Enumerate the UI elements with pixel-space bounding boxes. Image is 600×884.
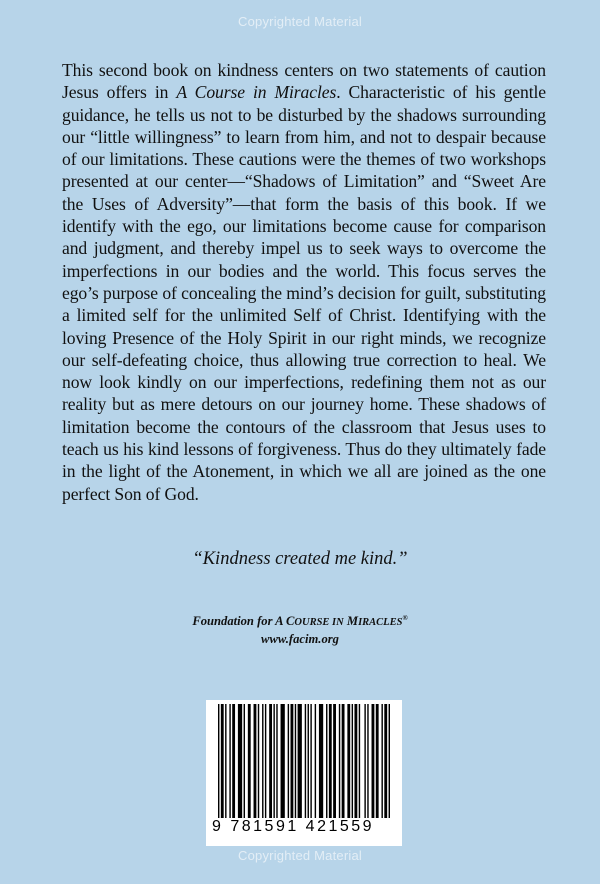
- barcode-bar: [364, 704, 365, 818]
- barcode-bar: [238, 704, 242, 818]
- barcode-bar: [262, 704, 263, 818]
- barcode-bar: [225, 704, 226, 818]
- barcode-bar: [229, 704, 230, 818]
- barcode-bar: [254, 704, 257, 818]
- publisher-website: www.facim.org: [261, 632, 339, 646]
- barcode-bar: [281, 704, 285, 818]
- barcode-bars: [218, 704, 390, 818]
- barcode-bar: [298, 704, 302, 818]
- barcode-bar: [276, 704, 277, 818]
- barcode-bar: [218, 704, 219, 818]
- barcode-bar: [221, 704, 224, 818]
- publisher-block: [0, 610, 600, 647]
- blurb-book-title: A Course in Miracles: [176, 82, 337, 103]
- barcode-bar: [232, 704, 235, 818]
- blurb-text-part2: . Characteristic of his gentle guidance, he tells us not to be disturbed by the shadows surrounding our “little willingness” to learn from him, and not to despair because of our limitations. These cautions were the themes of two workshops presented at our center—“Shadows of Limitation” and “Sweet Are the Uses of Adversity”—that form the basis of this book. If we identify with the ego, our limitations become cause for comparison and judgment, and thereby impel us to seek ways to overcome the imperfections in our bodies and the world. This focus serves the ego’s purpose of concealing the mind’s decision for guilt, substituting a limited self for the unlimited Self of Christ. Identifying with the loving Presence of the Holy Spirit in our right minds, we recognize our self-defeating choice, thus allowing true correction to heal. We now look kindly on our imperfections, redefining them not as our reality but as mere detours on our journey home. These shadows of limitation become the contours of the classroom that Jesus uses to teach us his kind lessons of forgiveness. Thus do they ultimately fade in the light of the Atonement, in which we all are joined as the one perfect Son of God.: [62, 82, 546, 504]
- barcode-bar: [367, 704, 368, 818]
- barcode-bar: [244, 704, 245, 818]
- epigraph-quote: “Kindness created me kind.”: [192, 549, 408, 569]
- isbn-number: 9 781591 421559: [212, 818, 375, 835]
- barcode-bar: [273, 704, 274, 818]
- barcode-bar: [347, 704, 350, 818]
- publisher-name-prefix: Foundation for A C: [192, 614, 295, 628]
- barcode-bar: [333, 704, 336, 818]
- barcode-bar: [389, 704, 390, 818]
- barcode-bar: [339, 704, 340, 818]
- barcode-bar: [326, 704, 327, 818]
- barcode-bar: [381, 704, 382, 818]
- registered-mark: ®: [402, 614, 408, 622]
- barcode-bar: [305, 704, 306, 818]
- barcode-bar: [248, 704, 251, 818]
- barcode-bar: [308, 704, 309, 818]
- publisher-name: [0, 610, 600, 631]
- isbn-barcode: [206, 700, 402, 846]
- barcode-bar: [359, 704, 360, 818]
- barcode-bar: [291, 704, 294, 818]
- barcode-bar: [319, 704, 323, 818]
- barcode-bar: [265, 704, 266, 818]
- back-cover-blurb: [62, 59, 546, 505]
- publisher-name-smallcaps-2: IRACLES: [358, 617, 403, 628]
- barcode-bar: [329, 704, 332, 818]
- publisher-name-smallcaps-1: OURSE IN: [294, 617, 344, 628]
- barcode-bar: [288, 704, 289, 818]
- blurb-text-part1: This second book on kindness centers on two statements of caution Jesus offers in: [62, 60, 546, 103]
- barcode-bar: [372, 704, 375, 818]
- barcode-graphic: [218, 704, 390, 818]
- copyright-watermark-bottom: Copyrighted Material: [238, 848, 362, 863]
- barcode-bar: [384, 704, 387, 818]
- barcode-bar: [342, 704, 345, 818]
- barcode-bar: [352, 704, 353, 818]
- barcode-bar: [310, 704, 311, 818]
- barcode-bar: [376, 704, 379, 818]
- copyright-watermark-top: Copyrighted Material: [238, 14, 362, 29]
- barcode-bar: [354, 704, 357, 818]
- barcode-bar: [315, 704, 316, 818]
- publisher-name-mid: M: [343, 614, 359, 628]
- barcode-bar: [295, 704, 296, 818]
- barcode-bar: [269, 704, 272, 818]
- barcode-bar: [258, 704, 259, 818]
